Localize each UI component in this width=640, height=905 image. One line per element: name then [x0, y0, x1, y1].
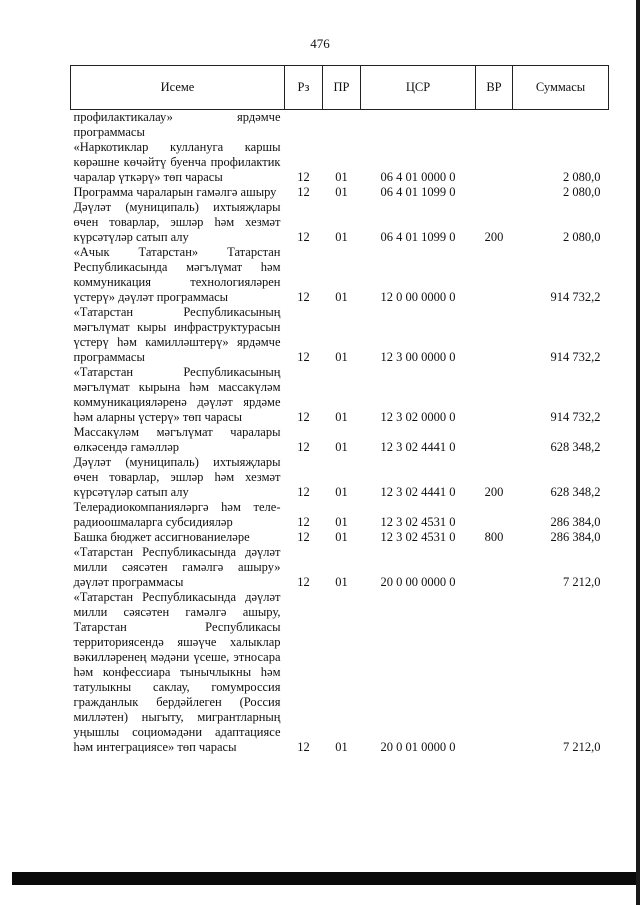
row-csr: 06 4 01 1099 0	[380, 230, 456, 244]
table-row	[71, 245, 609, 305]
row-pr: 01	[335, 170, 348, 184]
page-number: 476	[310, 36, 330, 51]
row-csr: 06 4 01 1099 0	[380, 185, 456, 199]
row-vr	[476, 425, 513, 455]
row-name: Дәүләт (муниципаль) ихтыяҗлары өчен товарлар, эшләр һәм хезмәт күрсәтүләр сатып алу	[73, 200, 281, 244]
row-csr: 12 3 02 4441 0	[380, 485, 456, 499]
table-row	[71, 455, 609, 500]
row-vr	[476, 245, 513, 305]
row-csr: 12 3 00 0000 0	[380, 350, 456, 364]
row-sum: 286 384,0	[550, 530, 601, 544]
row-sum	[513, 110, 609, 141]
row-pr	[323, 110, 361, 141]
row-name: «Татарстан Республикасында дәүләт милли сәясәтен гамәлгә ашыру, Татарстан Республикасы территориясендә яшәүче халыклар вәкилләренең мәдәни үсеше, этносара һәм конфессиара тынычлыкны һәм татулыкны саклау, гомумроссия гражданлык бердәйлеген (Россия милләтен) ныгыту, мигрантларның уңышлы социомәдәни адаптациясе һәм интеграциясе» төп чарасы	[73, 590, 281, 754]
row-pr: 01	[335, 740, 348, 754]
header-pr: ПР	[323, 66, 361, 110]
row-name: профилактикалау» ярдәмче программасы	[73, 110, 281, 139]
row-pr: 01	[335, 575, 348, 589]
row-vr	[476, 185, 513, 200]
row-rz: 12	[297, 740, 310, 754]
row-rz: 12	[297, 170, 310, 184]
row-rz: 12	[297, 575, 310, 589]
row-rz: 12	[297, 350, 310, 364]
table-row	[71, 545, 609, 590]
row-csr: 20 0 01 0000 0	[380, 740, 456, 754]
row-csr: 12 3 02 4531 0	[380, 515, 456, 529]
row-name: «Наркотиклар куллануга каршы көрәшне көчәйтү буенча профилактик чаралар үткәрү» төп чарасы	[73, 140, 281, 184]
row-rz: 12	[297, 440, 310, 454]
row-name: Телерадиокомпанияләргә һәм теле-радиоошмаларга субсидияләр	[73, 500, 281, 529]
header-name: Исеме	[71, 66, 285, 110]
row-vr: 800	[484, 530, 504, 544]
row-csr: 06 4 01 0000 0	[380, 170, 456, 184]
row-rz: 12	[297, 530, 310, 544]
row-pr: 01	[335, 515, 348, 529]
row-vr: 200	[484, 230, 504, 244]
row-sum: 914 732,2	[550, 290, 601, 304]
row-vr	[476, 305, 513, 365]
row-vr	[476, 545, 513, 590]
table-row	[71, 425, 609, 455]
table-row	[71, 110, 609, 141]
row-name: Башка бюджет ассигнованиеләре	[73, 530, 250, 544]
budget-table-wrapper	[70, 65, 608, 755]
row-rz: 12	[297, 185, 310, 199]
row-vr	[476, 500, 513, 530]
table-row	[71, 530, 609, 545]
row-name: Программа чараларын гамәлгә ашыру	[73, 185, 277, 199]
row-sum: 7 212,0	[563, 575, 601, 589]
table-row	[71, 365, 609, 425]
row-csr: 12 3 02 4531 0	[380, 530, 456, 544]
row-name: «Татарстан Республикасында дәүләт милли сәясәтен гамәлгә ашыру» дәүләт программасы	[73, 545, 281, 589]
row-rz: 12	[297, 515, 310, 529]
row-sum: 2 080,0	[563, 170, 601, 184]
scan-bottom-edge	[12, 872, 640, 885]
row-sum: 286 384,0	[550, 515, 601, 529]
table-row	[71, 200, 609, 245]
row-vr	[476, 365, 513, 425]
row-vr: 200	[484, 485, 504, 499]
budget-table	[70, 65, 609, 755]
row-pr: 01	[335, 530, 348, 544]
row-csr: 20 0 00 0000 0	[380, 575, 456, 589]
row-pr: 01	[335, 185, 348, 199]
row-csr: 12 3 02 0000 0	[380, 410, 456, 424]
row-pr: 01	[335, 485, 348, 499]
row-rz: 12	[297, 485, 310, 499]
row-pr: 01	[335, 440, 348, 454]
row-csr	[361, 110, 476, 141]
table-row	[71, 500, 609, 530]
row-vr	[476, 590, 513, 755]
table-row	[71, 140, 609, 185]
header-vr: ВР	[476, 66, 513, 110]
row-vr	[476, 110, 513, 141]
row-name: «Татарстан Республикасының мәгълүмат кырына һәм массакүләм коммуникацияләренә дәүләт ярдәме һәм аларны үстерү» төп чарасы	[73, 365, 281, 424]
row-sum: 2 080,0	[563, 230, 601, 244]
table-row	[71, 185, 609, 200]
row-csr: 12 3 02 4441 0	[380, 440, 456, 454]
row-pr: 01	[335, 410, 348, 424]
row-sum: 628 348,2	[550, 440, 601, 454]
row-rz: 12	[297, 410, 310, 424]
row-rz: 12	[297, 290, 310, 304]
header-rz: Рз	[285, 66, 323, 110]
row-pr: 01	[335, 290, 348, 304]
row-sum: 914 732,2	[550, 410, 601, 424]
row-name: Массакүләм мәгълүмат чаралары өлкәсендә гамәлләр	[73, 425, 281, 454]
row-vr	[476, 140, 513, 185]
header-sum: Суммасы	[513, 66, 609, 110]
row-sum: 914 732,2	[550, 350, 601, 364]
row-sum: 628 348,2	[550, 485, 601, 499]
table-row	[71, 590, 609, 755]
row-sum: 2 080,0	[563, 185, 601, 199]
row-name: «Татарстан Республикасының мәгълүмат кыры инфраструктурасын үстерү һәм камилләштерү» ярдәмче программасы	[73, 305, 281, 364]
row-name: Дәүләт (муниципаль) ихтыяҗлары өчен товарлар, эшләр һәм хезмәт күрсәтүләр сатып алу	[73, 455, 281, 499]
header-csr: ЦСР	[361, 66, 476, 110]
row-pr: 01	[335, 230, 348, 244]
row-sum: 7 212,0	[563, 740, 601, 754]
row-rz: 12	[297, 230, 310, 244]
table-header-row	[71, 66, 609, 110]
row-name: «Ачык Татарстан» Татарстан Республикасында мәгълүмат һәм коммуникация технологияләрен үстерү» дәүләт программасы	[73, 245, 281, 304]
row-pr: 01	[335, 350, 348, 364]
table-row	[71, 305, 609, 365]
row-csr: 12 0 00 0000 0	[380, 290, 456, 304]
scan-right-edge	[636, 0, 640, 905]
row-rz	[285, 110, 323, 141]
